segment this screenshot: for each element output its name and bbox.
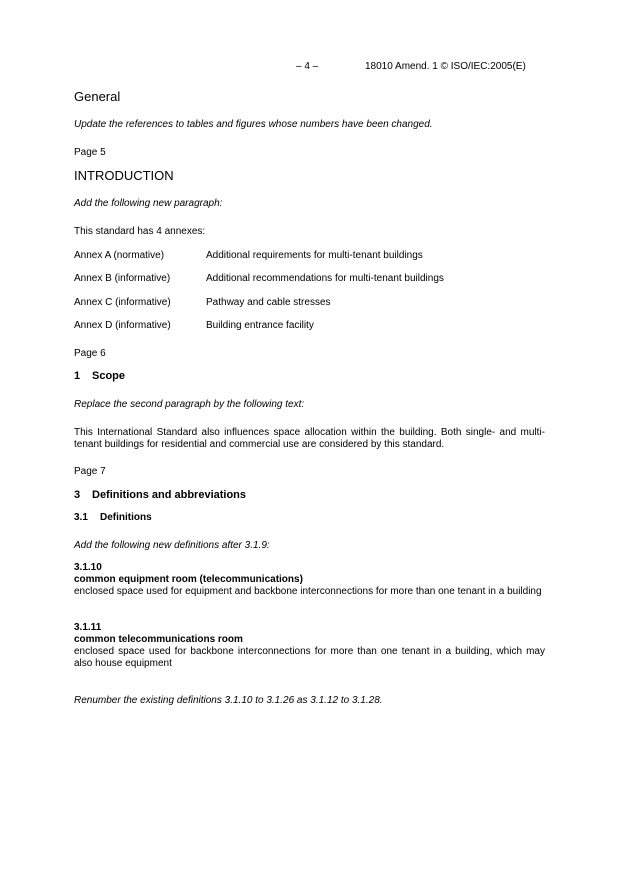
scope-heading [74,370,125,383]
annex-b-name: Annex B (informative) [74,273,171,284]
scope-instruction: Replace the second paragraph by the following text: [74,399,305,410]
scope-number: 1 [74,370,81,382]
page6-label: Page 6 [74,348,106,359]
annex-a-name: Annex A (normative) [74,250,165,261]
general-instruction: Update the references to tables and figures whose numbers have been changed. [74,119,433,130]
definition-number: 3.1.11 [74,622,102,633]
definitions-section-number: 3 [74,489,81,501]
annex-c-title: Pathway and cable stresses [206,297,331,308]
annex-d-name: Annex D (informative) [74,320,171,331]
page5-label: Page 5 [74,147,106,158]
document-id: 18010 Amend. 1 © ISO/IEC:2005(E) [365,61,526,72]
introduction-instruction: Add the following new paragraph: [74,198,223,209]
page7-label: Page 7 [74,466,106,477]
annex-a-title: Additional requirements for multi-tenant buildings [206,250,423,261]
definitions-subsection-number: 3.1 [74,512,88,523]
definition-text: enclosed space used for equipment and backbone interconnections for more than one tenant in a building [74,586,542,597]
scope-body: This International Standard also influences space allocation within the building. Both single- and multi-tenant buildings for residential and commercial use are considered by this standard. [74,427,545,450]
page-number: – 4 – [296,61,319,72]
definitions-subsection-title: Definitions [100,512,152,523]
definitions-subsection-heading [74,512,152,524]
annex-intro-text: This standard has 4 annexes: [74,226,206,237]
definitions-section-heading [74,489,246,502]
annex-c-name: Annex C (informative) [74,297,171,308]
definition-term: common equipment room (telecommunications) [74,574,303,585]
definition-term: common telecommunications room [74,634,243,645]
renumber-note: Renumber the existing definitions 3.1.10 to 3.1.26 as 3.1.12 to 3.1.28. [74,695,383,706]
annex-d-title: Building entrance facility [206,320,314,331]
definitions-section-title: Definitions and abbreviations [92,489,247,501]
definition-text: enclosed space used for backbone interconnections for more than one tenant in a building, which may also house equipment [74,646,545,669]
annex-b-title: Additional recommendations for multi-tenant buildings [206,273,444,284]
scope-title: Scope [92,370,126,382]
general-heading: General [74,89,121,104]
introduction-heading: INTRODUCTION [74,168,174,183]
definition-number: 3.1.10 [74,562,102,573]
definitions-instruction: Add the following new definitions after 3.1.9: [74,540,270,551]
